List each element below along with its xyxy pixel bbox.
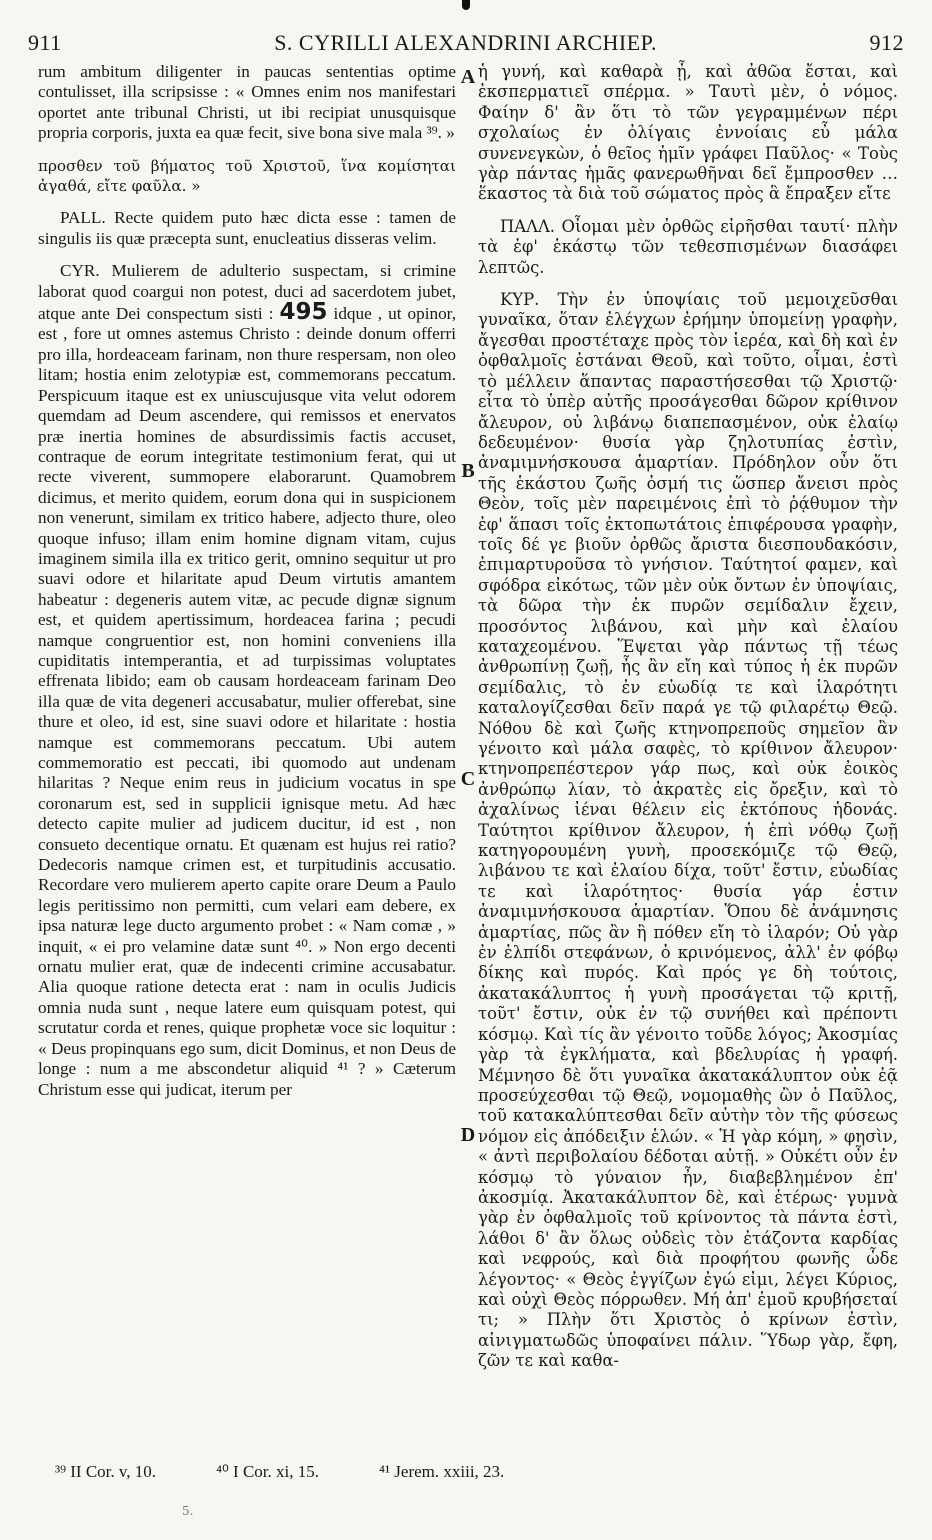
column-number-495: 495 <box>279 299 328 326</box>
footnote-41: ⁴¹ Jerem. xxiii, 23. <box>379 1462 505 1481</box>
greek-paragraph-pall: ΠΑΛΛ. Οἶομαι μὲν ὀρθῶς εἰρῆσθαι ταυτί· πλὴν τὰ ἐφ' ἑκάστῳ τῶν τεθεσπισμένων διασάφει λεπτῶς. <box>478 216 898 277</box>
latin-paragraph-pall: PALL. Recte quidem puto hæc dicta esse : tamen de singulis iis quæ præcepta sunt, enucleatius disseras velim. <box>38 208 456 248</box>
section-marker-d: D <box>460 1124 476 1146</box>
speaker-cyr: CYR. <box>60 261 100 281</box>
section-marker-b: B <box>461 460 475 482</box>
greek-paragraph-kyr: ΚΥΡ. Τὴν ἐν ὑποψίαις τοῦ μεμοιχεῦσθαι γυναῖκα, ὅταν ἐλέγχων ἐρήμην ὑπομείνῃ γραφὴν, ἄγεσθαι προστέταχε πρὸς τὸν ἱερέα, καὶ δὴ καὶ ἐν ὀφθαλμοῖς ἑστάναι Θεοῦ, καὶ τοῦτο, οἶμαι, ἐστὶ τὸ μέλλειν ἅπαντας παραστήσεσθαι τῷ Χριστῷ· εἶτα τὸ ὑπὲρ αὐτῆς προσάγεσθαι δῶρον κρίθινον ἄλευρον, οὐ λιβάνῳ διαπεπασμένον, οὐκ ἐλαίῳ δεδευμένον· θυσία γὰρ ζηλοτυπίας ἐστὶν, ἀναμιμνήσκουσα ἁμαρτίαν. Πρόδηλον οὖν ὅτι τῆς ἑκάστου ζωῆς ὀσμή τις ὥσπερ ἄνεισι πρὸς Θεὸν, τοῖς μὲν παρειμένοις ἐπὶ τὸ ῥᾴθυμον τὴν ἐφ' ἅπασι τοῖς ἐκτοπωτάτοις ἐπιφέρουσα γραφὴν, τοῖς δέ γε βιοῦν ὀρθῶς ἄριστα διεσπουδακόσιν, ἐπιμαρτυροῦσα τὸ γνήσιον. Ταύτητοί φαμεν, καὶ σφόδρα εἰκότως, τῶν μὲν οὐκ ὄντων ἐν ὑποψίαις, τὰ δῶρα τὴν ἐκ πυρῶν σεμίδαλιν ἔχειν, προσόντος λιβάνου, καὶ μὴν καὶ ἐλαίου καταχεομένου. Ἕψεται γὰρ πάντως τῇ τέως ἀνθρωπίνῃ ζωῇ, ἧς ἂν εἴη καὶ τύπος ἡ ἐκ πυρῶν σεμίδαλις, τὸ ἐν εὐωδίᾳ τε καὶ ἱλαρότητι καταλογίζεσθαι δεῖν παρά γε τῷ φιλαρέτῳ Θεῷ. Νόθου δὲ καὶ ζωῆς κτηνοπρεποῦς σημεῖον ἂν γένοιτο καὶ μάλα σαφὲς, τὸ κρίθινον ἄλευρον· κτηνοπρεπέστερον γάρ πως, καὶ οὐκ ἐοικὸς ἀνθρώπῳ λίαν, τὸ ἀκρατὲς εἰς ὄρεξιν, καὶ τὸ ἀχαλίνως ἰέναι θέλειν εἰς ἐκτόπους ἡδονάς. Ταύτητοι κρίθινον ἄλευρον, ἡ ἐπὶ νόθῳ ζωῇ κατηγορουμένη γυνὴ, προσεκόμιζε τῷ Θεῷ, λιβάνου τε καὶ ἐλαίου δίχα, τοῦτ' ἔστιν, εὐωδίας τε καὶ ἱλαρότητος· θυσία γάρ ἐστιν ἀναμιμνήσκουσα ἁμαρτίαν. Ὅπου δὲ ἀνάμνησις ἁμαρτίας, πῶς ἂν ἢ πόθεν εἴη τὸ ἱλαρόν; Οὐ γὰρ ἐν ἐλπίδι στεφάνων, ὁ κρινόμενος, ἀλλ' ἐν φόβῳ δίκης καὶ πυρός. Καὶ πρός γε δὴ τούτοις, ἀκατακάλυπτος ἡ γυνὴ προσάγεται τῷ κριτῇ, τοῦτ' ἔστιν, οὐκ ἐν τῷ συνήθει καὶ πρέποντι κόσμῳ. Καὶ τίς ἂν γένοιτο τοῦδε λόγος; Ἀκοσμίας γὰρ τὰ ἐγκλήματα, καὶ βδελυρίας ἡ γραφή. Μέμνησο δὲ ὅτι γυναῖκα ἀκατακάλυπτον οὐκ ἐᾷ προσεύχεσθαι τῷ Θεῷ, νομομαθὴς ὢν ὁ Παῦλος, τοῦ κατακαλύπτεσθαι δεῖν αὐτὴν τὸν τῆς φύσεως νόμον εἰς ἀπόδειξιν ἑλών. « Ἡ γὰρ κόμη, » φησὶν, « ἀντὶ περιβολαίου δέδοται αὐτῇ. » Οὐκέτι οὖν ἐν κόσμῳ τὸ γύναιον ἦν, διαβεβλημένον ἐπ' ἀκοσμίᾳ. Ἀκατακάλυπτον δὲ, καὶ ἑτέρως· γυμνὰ γὰρ ἐν ὀφθαλμοῖς τοῦ κρίνοντος τὰ πάντα ἐστὶ, λάθοι δ' ἂν ὅλως οὐδεὶς τὸν ἐτάζοντα καρδίας καὶ νεφρούς, καὶ διὰ προφήτου φωνῆς ὧδε λέγοντος· « Θεὸς ἐγγίζων ἐγώ εἰμι, λέγει Κύριος, καὶ οὐχὶ Θεὸς πόρρωθεν. Μή ἀπ' ἐμοῦ κρυβήσεταί τι; » Πλὴν ὅτι Χριστὸς ὁ κρίνων ἐστὶν, αἰνιγματωδῶς ὑποφαίνει πάλιν. Ὕδωρ γὰρ, ἔφη, ζῶν τε καὶ καθα- <box>478 290 898 1371</box>
running-header <box>28 26 904 60</box>
stray-mark: 5. <box>182 1504 194 1518</box>
left-page-number: 911 <box>28 30 62 55</box>
right-page-number: 912 <box>869 30 904 55</box>
speaker-pall: PALL. <box>60 208 106 228</box>
section-marker-a: A <box>460 66 476 88</box>
speaker-greek-pall: ΠΑΛΛ. <box>500 216 556 236</box>
latin-column <box>38 62 456 1100</box>
footnote-39: ³⁹ II Cor. v, 10. <box>55 1462 157 1481</box>
footnotes <box>55 1462 915 1482</box>
latin-paragraph-1: rum ambitum diligenter in paucas sententias optime contulisset, illa scripsisse : « Omnes enim nos manifestari oportet ante tribunal Christi, ut ibi recipiat unusquisque propria corporis, juxta ea quæ fecit, sive bona sive mala ³⁹. » <box>38 62 456 143</box>
latin-paragraph-cyr: CYR. Mulierem de adulterio suspectam, si crimine laborat quod coargui non potest, duci ad sacerdotem jubet, atque ante Dei conspectum sisti : 495 idque , ut opinor, est , fore ut omnes astemus Christo : deinde donum offerri pro illa, hordeaceam farinam, non thure respersam, non oleo litam; hostia enim zelotypiæ est, commemorans peccatum. Perspicuum itaque est ex uniuscujusque vita velut odorem quemdam ad Deum ascendere, qui remissos et enervatos præ inertia homines de absurdissimis factis accuset, contraque de eorum integritate testimonium ferat, qui ut recte viverent, summopere elaborarunt. Quamobrem dicimus, et merito quidem, eorum dona qui in suspicionem non venerunt, similam ex tritico habere, adjecto thure, oleo quoque infuso; illam enim homine dignam vitam, cujus imaginem simila illa ex tritico gerit, omnino sequitur ut pro suavi odore et hilaritate apud Deum virtutis amantem habeatur : degeneris autem vitæ, ac pecude dignæ signum est, et quidem apertissimum, hordeacea farina ; pecudi namque congruentior est, non homini conveniens illa cupiditatis intemperantia, et ad turpissimas voluptates effrenata libido; eam ob causam hordeaceam farinam Deo illa quæ de vita degeneri accusabatur, mulier offerebat, sine thure et oleo, id est, sine suavi odore et hilaritate : hostia namque est commemorans peccatum. Ubi autem commemoratio est peccati, ibi quomodo aut undenam hilaritas ? Neque enim reus in judicium vocatus in spe coronarum est, sed in supplicii ignisque metu. Ad hæc detecto capite mulier ad judicem ducitur, id est , non consueto decentique ornatu. Et quænam est hujus rei ratio? Dedecoris namque crimen est, et turpitudinis accusatio. Recordare vero mulierem aperto capite orare Deum a Paulo legis peritissimo non permitti, cum velari eam debere, ex ipsa naturæ lege ducto argumento probet : « Nam comæ , » inquit, « ei pro velamine datæ sunt ⁴⁰. » Non ergo decenti ornatu mulier erat, quæ de indecenti crimine accusabatur. Alia quoque ratione detecta erat : nam in oculis Judicis omnia nuda sunt , neque latere eum quisquam potest, qui scrutatur corda et renes, quique prophetæ voce sic loquitur : « Deus propinquans ego sum, dicit Dominus, et non Deus de longe : num a me abscondetur aliquid ⁴¹ ? » Cæterum Christum esse qui judicat, iterum per <box>38 261 457 1099</box>
ink-mark <box>462 0 470 10</box>
section-marker-c: C <box>460 768 476 790</box>
footnote-40: ⁴⁰ I Cor. xi, 15. <box>216 1462 320 1481</box>
greek-overflow-line: προσθεν τοῦ βήματος τοῦ Χριστοῦ, ἵνα κομίσηται ἀγαθά, εἴτε φαῦλα. » <box>38 156 456 196</box>
greek-paragraph-1: ἡ γυνή, καὶ καθαρὰ ᾖ, καὶ ἀθῶα ἔσται, καὶ ἐκσπερματιεῖ σπέρμα. » Ταυτὶ μὲν, ὁ νόμος. Φαίην δ' ἂν ὅτι τὸ τῶν γεγραμμένων πέρι σχολαίως ἐν ὀλίγαις ἐννοίαις εὖ μάλα συνενεγκὼν, ὁ θεῖος ἡμῖν γράφει Παῦλος· « Τοὺς γὰρ πάντας ἡμᾶς φανερωθῆναι δεῖ ἔμπροσθεν … ἕκαστος τὰ διὰ τοῦ σώματος πρὸς ἃ ἔπραξεν εἴτε <box>478 62 898 204</box>
running-title: S. CYRILLI ALEXANDRINI ARCHIEP. <box>274 30 657 55</box>
speaker-greek-kyr: ΚΥΡ. <box>500 290 540 310</box>
greek-column <box>478 62 898 1372</box>
